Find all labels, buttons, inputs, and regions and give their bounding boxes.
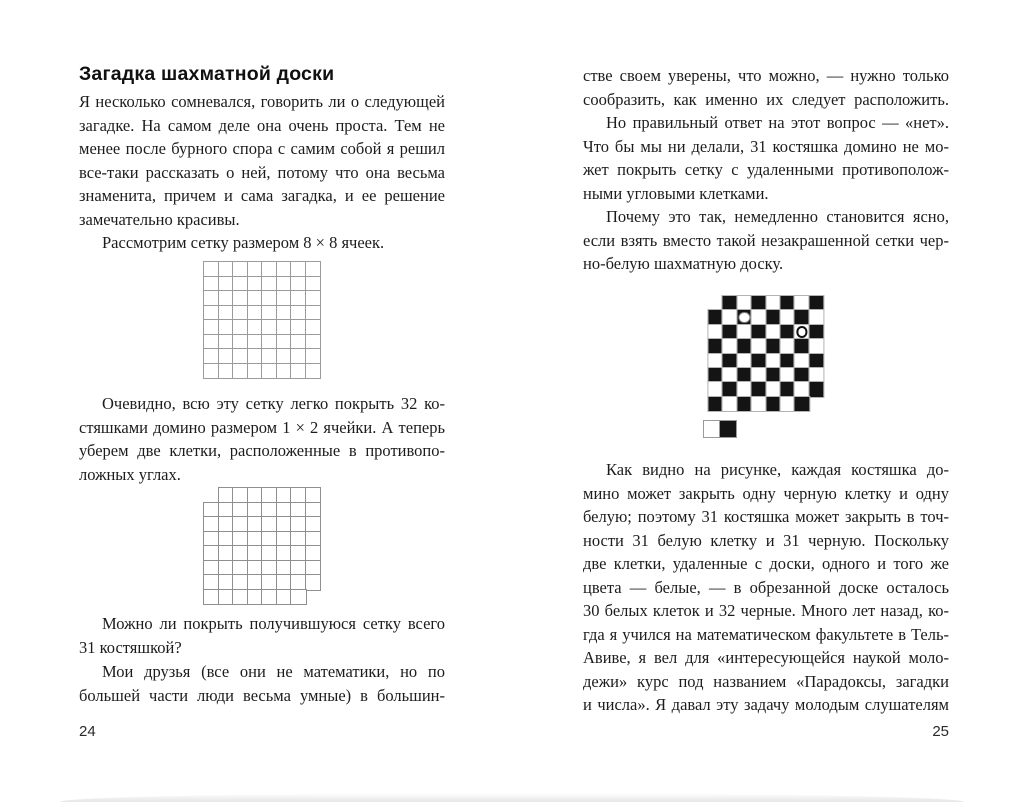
black-cell	[723, 382, 737, 396]
disc-marker-icon	[739, 312, 751, 324]
paragraph-dominoes	[79, 392, 445, 486]
text-line: Как видно на рисунке, каждая костяшка до-	[606, 460, 949, 479]
grid-cell	[233, 320, 248, 335]
text-line: Почему это так, немедленно становится ясно,	[606, 207, 949, 226]
paragraph-sure	[583, 64, 949, 111]
white-cell	[809, 310, 823, 324]
grid-cell	[306, 503, 321, 518]
black-cell	[809, 325, 823, 339]
white-cell	[752, 397, 766, 411]
black-cell	[708, 368, 722, 382]
black-cell	[708, 397, 722, 411]
white-cell	[723, 397, 737, 411]
grid-cell	[291, 291, 306, 306]
black-cell	[766, 397, 780, 411]
white-cell	[737, 325, 751, 339]
black-cell	[780, 296, 794, 310]
grid-cell	[233, 546, 248, 561]
grid-cell	[262, 320, 277, 335]
grid-cell	[291, 488, 306, 503]
text-line: Рассмотрим сетку размером 8 × 8 ячеек.	[102, 233, 385, 252]
black-cell	[737, 368, 751, 382]
text-line: ложных углах.	[79, 464, 181, 484]
grid-cell	[262, 517, 277, 532]
grid-cell	[277, 546, 292, 561]
grid-cell	[204, 349, 219, 364]
black-cell	[708, 339, 722, 353]
white-cell	[795, 382, 809, 396]
empty-grid-figure	[204, 262, 320, 378]
white-cell	[795, 354, 809, 368]
grid-cell	[248, 306, 263, 321]
text-line: ными угловыми клетками.	[583, 183, 769, 203]
grid-cell	[219, 532, 234, 547]
grid-cell	[262, 590, 277, 605]
text-line: знаменита, причем и сама загадка, и ее решение	[79, 186, 445, 205]
grid-cell	[233, 306, 248, 321]
white-cell	[780, 397, 794, 411]
grid-cell	[277, 262, 292, 277]
grid-cell	[204, 364, 219, 379]
black-cell	[809, 296, 823, 310]
grid-cell	[291, 349, 306, 364]
text-line: Но правильный ответ на этот вопрос — «нет».	[606, 113, 949, 132]
white-cell	[780, 310, 794, 324]
white-cell	[766, 354, 780, 368]
text-line: стве своем уверены, что можно, — нужно только	[583, 66, 949, 85]
grid-cell	[277, 349, 292, 364]
grid-cell	[204, 561, 219, 576]
black-cell	[723, 296, 737, 310]
grid-cell	[233, 590, 248, 605]
white-cell	[737, 296, 751, 310]
black-cell	[723, 354, 737, 368]
chapter-title: Загадка шахматной доски	[79, 63, 335, 85]
text-line: и числа». Я давал эту задачу молодым слушателям	[583, 695, 949, 714]
grid-cell	[306, 532, 321, 547]
white-cell	[766, 296, 780, 310]
grid-cell	[219, 517, 234, 532]
grid-cell	[277, 561, 292, 576]
text-line: цвета — белые, — в обрезанной доске осталось	[583, 577, 949, 597]
text-line: если взять вместо такой незакрашенной сетки чер-	[583, 230, 949, 250]
grid-cell	[291, 517, 306, 532]
grid-cell	[277, 503, 292, 518]
paragraph-explanation	[583, 458, 949, 717]
grid-cell	[291, 262, 306, 277]
black-cell	[737, 397, 751, 411]
grid-cell	[262, 262, 277, 277]
grid-cell	[262, 503, 277, 518]
white-cell	[795, 296, 809, 310]
white-cell	[766, 382, 780, 396]
grid-cell	[277, 335, 292, 350]
white-cell	[809, 368, 823, 382]
black-cell	[795, 368, 809, 382]
grid-cell	[219, 575, 234, 590]
grid-cell	[277, 320, 292, 335]
grid-cell	[291, 277, 306, 292]
grid-cell	[277, 306, 292, 321]
grid-cell	[248, 488, 263, 503]
white-cell	[708, 382, 722, 396]
grid-cell	[277, 277, 292, 292]
white-cell	[752, 339, 766, 353]
left-page	[79, 0, 445, 802]
grid-cell	[248, 546, 263, 561]
cut-corners-grid-figure	[204, 488, 320, 604]
white-cell	[809, 339, 823, 353]
text-line: белую; поэтому 31 костяшка может закрыть в точ-	[583, 507, 949, 526]
text-line: Можно ли покрыть получившуюся сетку всего	[102, 614, 445, 633]
grid-cell	[204, 306, 219, 321]
grid-cell	[306, 364, 321, 379]
grid-cell	[204, 575, 219, 590]
grid-cell	[248, 335, 263, 350]
white-cell	[752, 310, 766, 324]
text-line: две клетки, удаленные с доски, одного и того же	[583, 554, 949, 573]
grid-cell	[306, 575, 321, 590]
grid-cell	[262, 349, 277, 364]
grid-cell	[204, 590, 219, 605]
black-cell	[752, 354, 766, 368]
text-line: все-таки рассказать о ней, потому что она весьма	[79, 162, 445, 182]
grid-cell	[704, 421, 720, 437]
grid-cell	[219, 320, 234, 335]
white-cell	[723, 368, 737, 382]
grid-cell	[248, 320, 263, 335]
grid-cell	[291, 546, 306, 561]
grid-cell	[262, 532, 277, 547]
black-cell	[780, 325, 794, 339]
grid-cell	[720, 421, 736, 437]
grid-cell	[291, 364, 306, 379]
grid-cell	[277, 517, 292, 532]
grid-cell	[204, 262, 219, 277]
black-cell	[795, 397, 809, 411]
grid-cell	[306, 349, 321, 364]
grid-cell	[248, 590, 263, 605]
text-line: стяшками домино размером 1 × 2 ячейки. А теперь	[79, 417, 445, 437]
white-cell	[723, 310, 737, 324]
grid-cell	[291, 561, 306, 576]
grid-cell	[219, 349, 234, 364]
white-cell	[737, 382, 751, 396]
grid-cell	[233, 517, 248, 532]
grid-cell	[262, 364, 277, 379]
grid-cell	[291, 335, 306, 350]
grid-cell	[248, 561, 263, 576]
grid-cell	[262, 291, 277, 306]
grid-cell	[204, 503, 219, 518]
grid-cell	[204, 277, 219, 292]
grid-cell	[306, 262, 321, 277]
text-line: но-белую шахматную доску.	[583, 254, 784, 273]
grid-cell	[248, 291, 263, 306]
right-page	[583, 0, 949, 802]
text-line: Мои друзья (все они не математики, но по	[102, 662, 445, 681]
grid-cell	[204, 291, 219, 306]
grid-cell	[262, 277, 277, 292]
grid-cell	[291, 320, 306, 335]
text-line: загадке. На самом деле она очень проста. Тем не	[79, 115, 445, 135]
grid-cell	[277, 291, 292, 306]
black-cell	[752, 382, 766, 396]
grid-cell	[248, 532, 263, 547]
text-line: Я несколько сомневался, говорить ли о следующей	[79, 92, 445, 111]
white-cell	[708, 325, 722, 339]
black-cell	[780, 382, 794, 396]
grid-cell	[306, 488, 321, 503]
black-cell	[737, 339, 751, 353]
grid-cell	[262, 561, 277, 576]
grid-cell	[291, 575, 306, 590]
grid-cell	[248, 517, 263, 532]
grid-cell	[248, 349, 263, 364]
grid-cell	[262, 306, 277, 321]
grid-cell	[219, 277, 234, 292]
text-line: гда я учился на математическом факультете в Тель-	[583, 624, 949, 644]
black-cell	[809, 354, 823, 368]
text-line: сообразить, как именно их следует расположить.	[583, 89, 949, 109]
black-cell	[752, 325, 766, 339]
grid-cell	[219, 291, 234, 306]
grid-cell	[204, 546, 219, 561]
grid-cell	[219, 262, 234, 277]
grid-cell	[306, 277, 321, 292]
paragraph-consider-grid	[79, 231, 445, 255]
text-line: мино может закрыть одну черную клетку и одну	[583, 483, 949, 503]
black-cell	[795, 339, 809, 353]
black-cell	[809, 382, 823, 396]
grid-cell	[277, 590, 292, 605]
text-line: Авиве, я вел для «интересующейся наукой моло-	[583, 648, 949, 667]
grid-cell	[219, 590, 234, 605]
grid-cell	[233, 335, 248, 350]
grid-cell	[219, 546, 234, 561]
grid-cell	[306, 306, 321, 321]
grid-cell	[248, 503, 263, 518]
paragraph-friends	[79, 660, 445, 707]
grid-cell	[233, 364, 248, 379]
grid-cell	[233, 532, 248, 547]
text-line: 30 белых клеток и 32 черные. Много лет назад, ко-	[583, 601, 949, 620]
grid-cell	[262, 546, 277, 561]
grid-cell	[219, 335, 234, 350]
grid-cell	[248, 277, 263, 292]
paragraph-question	[79, 612, 445, 659]
text-line: 31 костяшкой?	[79, 637, 182, 657]
grid-cell	[291, 503, 306, 518]
grid-cell	[219, 561, 234, 576]
black-cell	[766, 339, 780, 353]
white-cell	[766, 325, 780, 339]
text-line: жет покрыть сетку с удаленными противополож-	[583, 160, 949, 179]
grid-cell	[219, 306, 234, 321]
grid-cell	[277, 488, 292, 503]
black-cell	[752, 296, 766, 310]
grid-cell	[233, 575, 248, 590]
grid-cell	[233, 349, 248, 364]
grid-cell	[277, 364, 292, 379]
text-line: замечательно красивы.	[79, 209, 240, 229]
grid-cell	[291, 532, 306, 547]
grid-cell	[277, 575, 292, 590]
paragraph-why	[583, 205, 949, 276]
grid-cell	[204, 517, 219, 532]
grid-cell	[233, 262, 248, 277]
domino-figure	[704, 421, 736, 437]
grid-cell	[233, 291, 248, 306]
grid-cell	[262, 335, 277, 350]
grid-cell	[204, 335, 219, 350]
white-cell	[780, 368, 794, 382]
grid-cell	[248, 575, 263, 590]
grid-cell	[248, 364, 263, 379]
grid-cell	[248, 262, 263, 277]
white-cell	[752, 368, 766, 382]
white-cell	[708, 354, 722, 368]
grid-cell	[277, 532, 292, 547]
grid-cell	[291, 590, 306, 605]
grid-cell	[306, 320, 321, 335]
page-number-left: 24	[79, 723, 96, 740]
grid-cell	[219, 364, 234, 379]
white-cell	[723, 339, 737, 353]
black-cell	[723, 325, 737, 339]
text-line: большей части люди весьма умные) в большин-	[79, 685, 445, 705]
white-cell	[780, 339, 794, 353]
black-cell	[708, 310, 722, 324]
grid-cell	[204, 320, 219, 335]
black-cell	[766, 368, 780, 382]
page-number-right: 25	[932, 723, 949, 740]
ring-marker-icon	[796, 326, 808, 338]
grid-cell	[291, 306, 306, 321]
text-line: дежи» курс под названием «Парадоксы, загадки	[583, 671, 949, 691]
checkerboard-figure	[708, 296, 823, 411]
grid-cell	[219, 488, 234, 503]
text-line: менее после бурного спора с самим собой я решил	[79, 139, 445, 158]
grid-cell	[233, 488, 248, 503]
grid-cell	[306, 335, 321, 350]
grid-cell	[306, 546, 321, 561]
grid-cell	[262, 488, 277, 503]
grid-cell	[306, 291, 321, 306]
black-cell	[766, 310, 780, 324]
grid-cell	[262, 575, 277, 590]
grid-cell	[306, 561, 321, 576]
grid-cell	[233, 277, 248, 292]
paragraph-answer-no	[583, 111, 949, 205]
paragraph-intro	[79, 90, 445, 231]
text-line: ности 31 белую клетку и 31 черную. Поскольку	[583, 530, 949, 550]
text-line: уберем две клетки, расположенные в противопо-	[79, 441, 445, 460]
text-line: Что бы мы ни делали, 31 костяшка домино не мо-	[583, 136, 949, 156]
text-line: Очевидно, всю эту сетку легко покрыть 32 ко-	[102, 394, 445, 413]
grid-cell	[306, 517, 321, 532]
grid-cell	[204, 532, 219, 547]
grid-cell	[233, 561, 248, 576]
grid-cell	[219, 503, 234, 518]
grid-cell	[233, 503, 248, 518]
black-cell	[780, 354, 794, 368]
black-cell	[795, 310, 809, 324]
white-cell	[737, 354, 751, 368]
